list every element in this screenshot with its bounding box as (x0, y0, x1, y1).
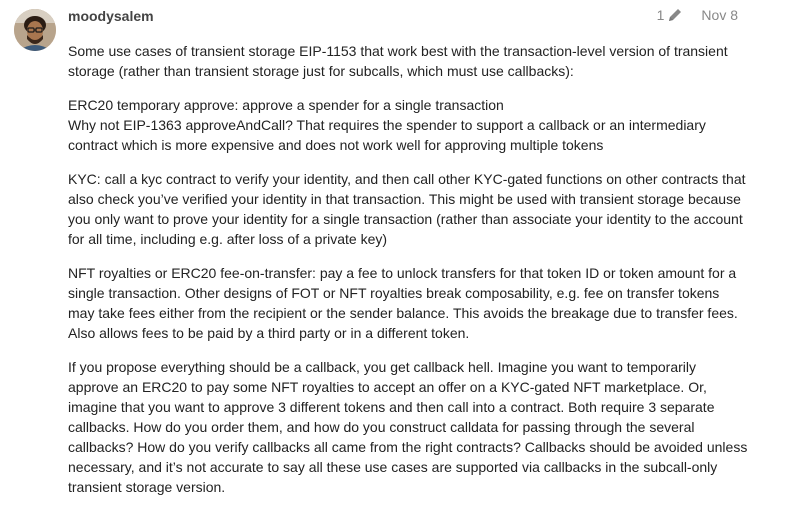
post-paragraph: If you propose everything should be a callback, you get callback hell. Imagine you want to temporarily approve an ERC20 to pay some NFT royalties to accept an offer on a KYC-gated NFT marketplace. Or, imagine that you want to approve 3 different tokens and then call into a contract. Both require 3 separate callbacks. How do you order them, and how do you construct calldata for passing through the several callbacks? How do you verify callbacks all came from the right contracts? Callbacks should be avoided unless necessary, and it’s not accurate to say all these use cases are supported via callbacks in the subcall-only transient storage version. (68, 359, 748, 495)
post-line: ERC20 temporary approve: approve a spender for a single transaction (68, 97, 504, 113)
post-line: Why not EIP-1363 approveAndCall? That requires the spender to support a callback or an intermediary contract which is more expensive and does not work well for approving multiple tokens (68, 117, 706, 153)
post-paragraph (68, 95, 748, 155)
edit-count: 1 (656, 7, 665, 23)
edit-history-button[interactable] (657, 7, 684, 23)
post-meta (657, 7, 738, 23)
post-paragraph: Some use cases of transient storage EIP-1153 that work best with the transaction-level version of transient storage (rather than transient storage just for subcalls, which must use callbacks): (68, 43, 728, 79)
avatar-photo-icon (14, 9, 56, 51)
pencil-icon (667, 7, 683, 23)
post-date[interactable]: Nov 8 (701, 7, 738, 23)
post-body (68, 41, 748, 511)
user-avatar[interactable] (14, 9, 56, 51)
post-paragraph: NFT royalties or ERC20 fee-on-transfer: pay a fee to unlock transfers for that token ID or token amount for a single transaction. Other designs of FOT or NFT royalties break composability, e.g. fee on transfer tokens may take fees either from the recipient or the sender balance. This avoids the breakage due to transfer fees. Also allows fees to be paid by a third party or in a different token. (68, 265, 738, 341)
post-paragraph: KYC: call a kyc contract to verify your identity, and then call other KYC-gated functions on other contracts that also check you’ve verified your identity in that transaction. This might be used with transient storage because you only want to prove your identity for a single transaction (rather than associate your identity to the account for all time, including e.g. after loss of a private key) (68, 171, 746, 247)
post-username[interactable]: moodysalem (68, 8, 154, 24)
